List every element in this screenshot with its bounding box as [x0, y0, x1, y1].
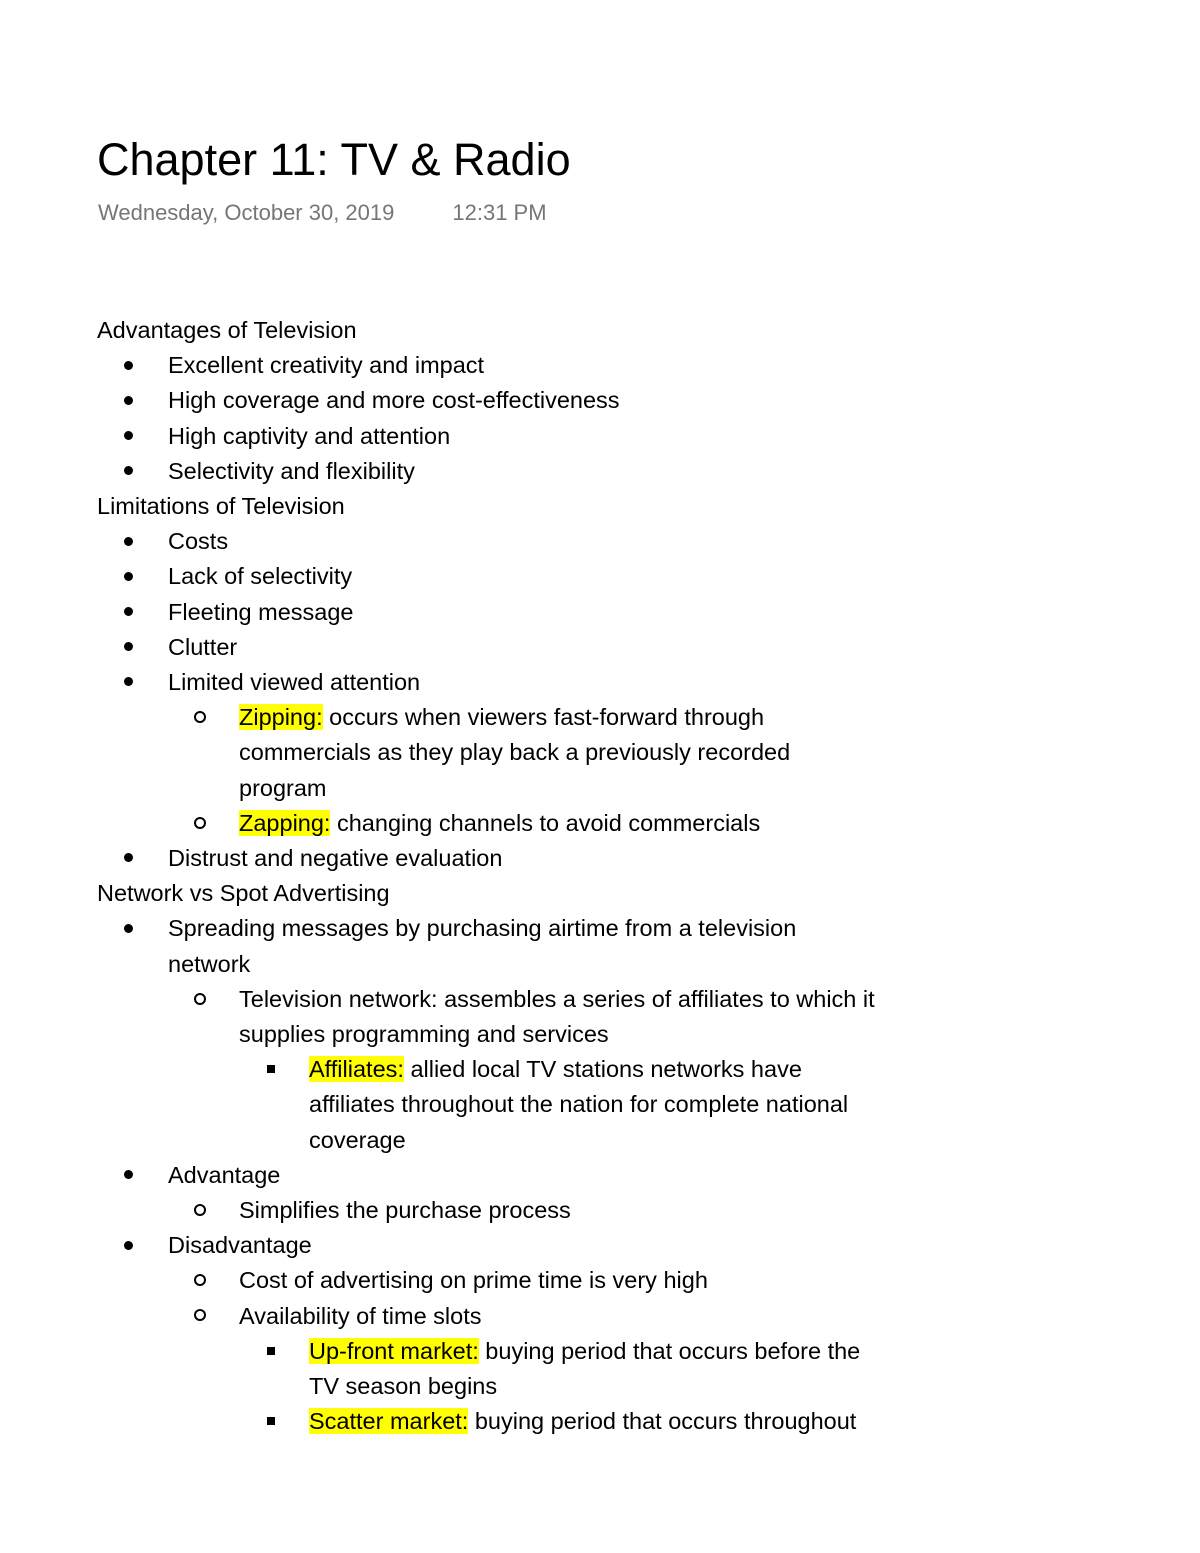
bullet-icon — [124, 348, 133, 383]
list-item — [97, 559, 997, 594]
bullet-icon — [124, 665, 133, 700]
list-item-text: Selectivity and flexibility — [168, 457, 415, 484]
note-time: 12:31 PM — [452, 200, 547, 225]
highlighted-term: Scatter market: — [309, 1408, 469, 1435]
continuation-line: TV season begins — [309, 1373, 498, 1400]
list-item — [97, 454, 997, 489]
list-item — [97, 841, 997, 876]
sub-sub-list-item — [97, 1404, 997, 1439]
square-bullet-icon — [267, 1052, 275, 1087]
list-item — [97, 911, 997, 946]
highlighted-term: Up-front market: — [309, 1337, 479, 1364]
list-item — [97, 1228, 997, 1263]
list-item — [97, 419, 997, 454]
note-date: Wednesday, October 30, 2019 — [98, 200, 395, 225]
highlighted-term: Affiliates: — [309, 1056, 404, 1083]
list-item-text: Availability of time slots — [239, 1302, 482, 1329]
bullet-icon — [124, 1228, 133, 1263]
list-item-text: High captivity and attention — [168, 422, 451, 449]
section-heading: Network vs Spot Advertising — [97, 880, 390, 907]
bullet-icon — [124, 1158, 133, 1193]
section-heading: Advantages of Television — [97, 317, 357, 343]
list-item-text: Television network: assembles a series of affiliates to which it — [239, 985, 875, 1012]
continuation-line: supplies programming and services — [239, 1021, 609, 1048]
list-item-text: Distrust and negative evaluation — [168, 845, 503, 872]
list-item — [97, 1158, 997, 1193]
continuation-line: affiliates throughout the nation for complete national — [309, 1091, 849, 1118]
bullet-icon — [124, 383, 133, 418]
list-item-text: Cost of advertising on prime time is very high — [239, 1267, 708, 1294]
list-item-text: Clutter — [168, 633, 238, 660]
circle-bullet-icon — [194, 1299, 206, 1334]
sub-list-item — [97, 982, 997, 1017]
definition-text: changing channels to avoid commercials — [330, 809, 761, 836]
sub-sub-list-item — [97, 1052, 997, 1087]
circle-bullet-icon — [194, 1263, 206, 1298]
list-item-text: Disadvantage — [168, 1232, 312, 1259]
list-item-text: Costs — [168, 528, 229, 555]
list-item — [97, 595, 997, 630]
list-item-text: Lack of selectivity — [168, 563, 353, 590]
definition-text: buying period that occurs throughout — [468, 1408, 857, 1435]
bullet-icon — [124, 419, 133, 454]
circle-bullet-icon — [194, 700, 206, 735]
bullet-icon — [124, 454, 133, 489]
page-meta — [98, 196, 547, 230]
list-item-text: Excellent creativity and impact — [168, 352, 485, 379]
bullet-icon — [124, 841, 133, 876]
bullet-icon — [124, 524, 133, 559]
sub-list-item — [97, 700, 997, 735]
sub-list-item — [97, 1263, 997, 1298]
continuation-line: program — [239, 774, 327, 801]
definition-text: allied local TV stations networks have — [403, 1056, 802, 1083]
list-item — [97, 630, 997, 665]
sub-list-item — [97, 1299, 997, 1334]
list-item-text: High coverage and more cost-effectiveness — [168, 387, 620, 414]
note-body — [97, 313, 997, 1440]
sub-list-item — [97, 1193, 997, 1228]
bullet-icon — [124, 630, 133, 665]
sub-list-item — [97, 806, 997, 841]
list-item — [97, 665, 997, 700]
bullet-icon — [124, 595, 133, 630]
list-item-text: Simplifies the purchase process — [239, 1197, 571, 1224]
continuation-line: commercials as they play back a previously recorded — [239, 739, 791, 766]
bullet-icon — [124, 911, 133, 946]
list-item — [97, 383, 997, 418]
continuation-line: coverage — [309, 1126, 406, 1153]
list-item — [97, 348, 997, 383]
list-item-text: Advantage — [168, 1161, 281, 1188]
definition-text: buying period that occurs before the — [478, 1337, 861, 1364]
list-item-text: Limited viewed attention — [168, 669, 421, 696]
list-item-text: Fleeting message — [168, 598, 354, 625]
continuation-line: network — [168, 950, 251, 977]
list-item — [97, 524, 997, 559]
circle-bullet-icon — [194, 982, 206, 1017]
circle-bullet-icon — [194, 806, 206, 841]
highlighted-term: Zapping: — [239, 809, 331, 836]
sub-sub-list-item — [97, 1334, 997, 1369]
bullet-icon — [124, 559, 133, 594]
highlighted-term: Zipping: — [239, 704, 323, 731]
circle-bullet-icon — [194, 1193, 206, 1228]
section-heading: Limitations of Television — [97, 493, 345, 520]
list-item-text: Spreading messages by purchasing airtime from a television — [168, 915, 797, 942]
square-bullet-icon — [267, 1334, 275, 1369]
square-bullet-icon — [267, 1404, 275, 1439]
definition-text: occurs when viewers fast-forward through — [322, 704, 765, 731]
page-title: Chapter 11: TV & Radio — [97, 134, 571, 185]
